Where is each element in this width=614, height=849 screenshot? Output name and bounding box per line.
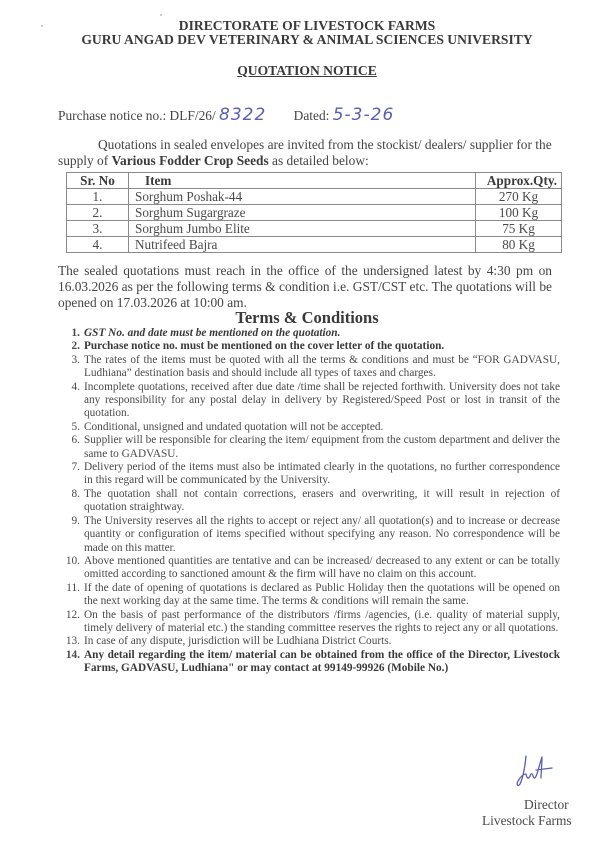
terms-list [60, 327, 560, 676]
term-item: 4. Incomplete quotations, received after due date /time shall be rejected forthwith. University does not take any responsibility for any postal delay in delivery by Registered/Speed Post or lost in transit of the quotation. [71, 380, 560, 420]
intro-paragraph [58, 137, 558, 169]
supply-subject: Various Fodder Crop Seeds [111, 153, 269, 168]
cell-sr-no: 2. [67, 205, 129, 221]
term-item: 8. The quotation shall not contain corrections, erasers and overwriting, it will result in rejection of quotation straightway. [71, 487, 560, 514]
term-item: 13. In case of any dispute, jurisdiction will be Ludhiana District Courts. [65, 635, 392, 648]
cell-qty: 270 Kg [476, 189, 562, 205]
term-item: 5. Conditional, unsigned and undated quotation will not be accepted. [71, 420, 384, 433]
purchase-notice-label: Purchase notice no.: DLF/26/ [58, 108, 216, 123]
cell-qty: 80 Kg [476, 237, 562, 253]
purchase-notice-line [58, 105, 394, 125]
cell-item: Sorghum Poshak-44 [129, 189, 476, 205]
column-header-sr-no: Sr. No [67, 173, 129, 189]
director-signature-icon [514, 752, 554, 792]
term-item: 1. GST No. and date must be mentioned on the quotation. [71, 327, 341, 339]
term-item: 10. Above mentioned quantities are tentative and can be increased/ decreased to any extent or can be totally omitted according to sanctioned amount & the firm will have no claim on this account. [65, 554, 560, 581]
cell-item: Sorghum Sugargraze [129, 205, 476, 221]
table-row [67, 221, 562, 237]
intro-text-before: Quotations in sealed envelopes are invited from the stockist/ dealers/ supplier for the supply of [58, 137, 552, 168]
column-header-qty: Approx.Qty. [476, 173, 562, 189]
items-table [66, 172, 562, 253]
organization-name: DIRECTORATE OF LIVESTOCK FARMS [178, 18, 436, 33]
cell-item: Sorghum Jumbo Elite [129, 221, 476, 237]
terms-heading: Terms & Conditions [235, 308, 379, 327]
notice-date: 5-3-26 [332, 105, 395, 125]
signatory-department: Livestock Farms [482, 813, 572, 828]
university-name: GURU ANGAD DEV VETERINARY & ANIMAL SCIENCES UNIVERSITY [81, 32, 533, 47]
term-item: 11. If the date of opening of quotations is declared as Public Holiday then the quotations will be opened on the next working day at the same time. The terms & conditions will remain the same. [66, 581, 560, 608]
term-item: 12. On the basis of past performance of the distributors /firms /agencies, (i.e. quality of material supply, timely delivery of material etc.) the standing committee reserves the rights to reject any or all quotations. [65, 608, 560, 634]
cell-sr-no: 3. [67, 221, 129, 237]
term-item: 9. The University reserves all the rights to accept or reject any/ all quotation(s) and to increase or decrease quantity or configuration of items specified without specifying any reason. No correspondence will be made on this matter. [71, 514, 560, 554]
cell-qty: 100 Kg [476, 205, 562, 221]
intro-text-after: as detailed below: [268, 153, 369, 168]
dated-label: Dated: [293, 108, 330, 123]
term-item: 14. Any detail regarding the item/ material can be obtained from the office of the Director, Livestock Farms, GADVASU, Ludhiana" or may contact at 99149-99926 (Mobile No.) [65, 648, 560, 675]
scan-speck [160, 14, 162, 16]
purchase-notice-number: 8322 [219, 105, 267, 125]
table-row [67, 189, 562, 205]
deadline-paragraph: The sealed quotations must reach in the office of the undersigned latest by 4:30 pm on 16.03.2026 as per the following terms & condition i.e. GST/CST etc. The quotations will be opened on 17.03.2026 at 10:00 am. [58, 263, 552, 310]
cell-item: Nutrifeed Bajra [129, 237, 476, 253]
column-header-item: Item [129, 173, 476, 189]
cell-sr-no: 1. [67, 189, 129, 205]
term-item: 2. Purchase notice no. must be mentioned on the cover letter of the quotation. [71, 340, 445, 353]
table-row [67, 205, 562, 221]
term-item: 6. Supplier will be responsible for clearing the item/ equipment from the custom department and deliver the same to GADVASU. [71, 434, 560, 460]
term-item: 7. Delivery period of the items must also be intimated clearly in the quotations, no further correspondence in this regard will be communicated by the University. [71, 461, 560, 487]
term-item: 3. The rates of the items must be quoted with all the terms & conditions and must be “FOR GADVASU, Ludhiana” destination basis and should include all types of taxes and charges. [71, 353, 560, 380]
table-header-row [67, 173, 562, 189]
document-title: QUOTATION NOTICE [237, 63, 377, 78]
signatory-title: Director [524, 797, 569, 812]
cell-sr-no: 4. [67, 237, 129, 253]
cell-qty: 75 Kg [476, 221, 562, 237]
table-row [67, 237, 562, 253]
